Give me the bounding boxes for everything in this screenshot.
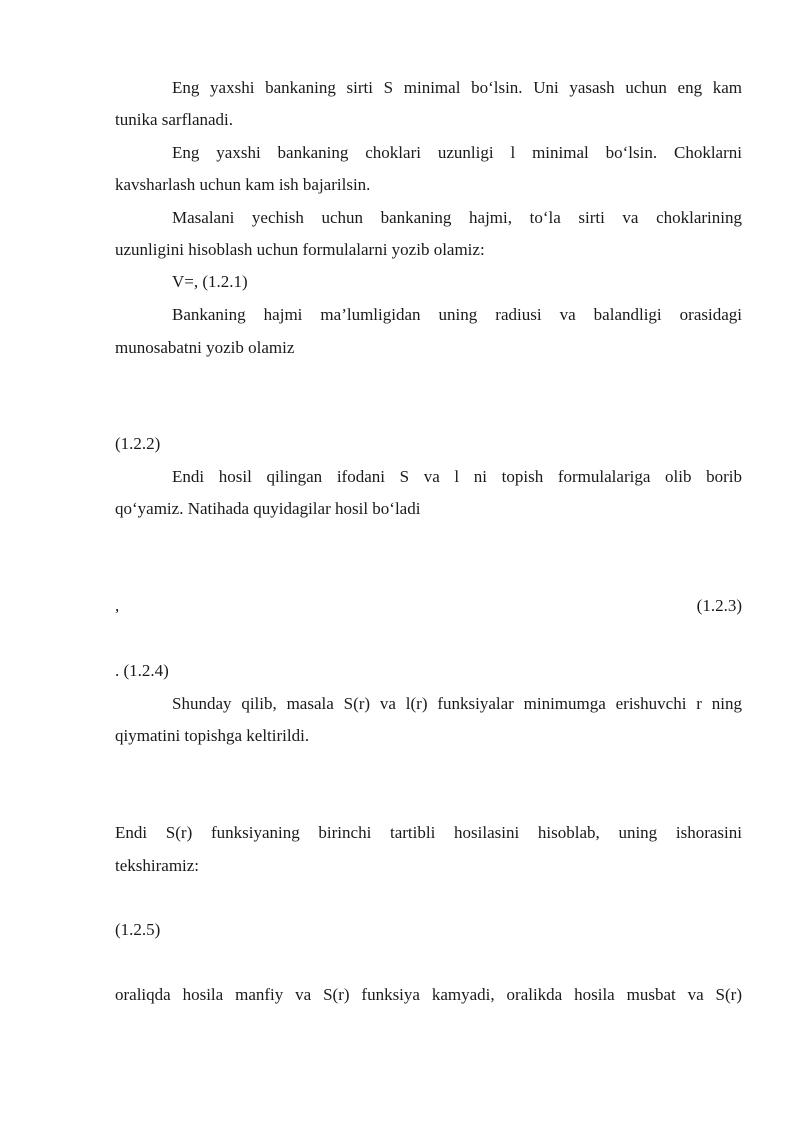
paragraph-line: qiymatini topishga keltirildi. [115, 726, 310, 745]
equation-number: (1.2.2) [115, 434, 161, 453]
paragraph-line: Bankaning hajmi ma’lumligidan uning radiusi va balandligi orasidagi [172, 305, 742, 324]
equation-separator: , [115, 596, 120, 615]
equation-number: (1.2.5) [115, 920, 161, 939]
equation-number: . (1.2.4) [115, 661, 169, 680]
paragraph-line: uzunligini hisoblash uchun formulalarni yozib olamiz: [115, 240, 485, 259]
paragraph-line: Eng yaxshi bankaning sirti S minimal bo‘lsin. Uni yasash uchun eng kam [172, 78, 742, 97]
paragraph-line: Shunday qilib, masala S(r) va l(r) funksiyalar minimumga erishuvchi r ning [172, 694, 742, 713]
formula-line: V=, (1.2.1) [172, 272, 248, 291]
equation-number: (1.2.3) [696, 596, 742, 615]
equation-row [115, 596, 742, 616]
paragraph-line: Endi S(r) funksiyaning birinchi tartibli hosilasini hisoblab, uning ishorasini [115, 823, 742, 842]
paragraph-line: Endi hosil qilingan ifodani S va l ni topish formulalariga olib borib [172, 467, 742, 486]
paragraph-line: tunika sarflanadi. [115, 110, 234, 129]
paragraph-line: kavsharlash uchun kam ish bajarilsin. [115, 175, 371, 194]
paragraph-line: munosabatni yozib olamiz [115, 338, 295, 357]
paragraph-line: oraliqda hosila manfiy va S(r) funksiya kamyadi, oralikda hosila musbat va S(r) [115, 985, 742, 1004]
paragraph-line: tekshiramiz: [115, 856, 200, 875]
paragraph-line: Masalani yechish uchun bankaning hajmi, to‘la sirti va choklarining [172, 208, 742, 227]
paragraph-line: Eng yaxshi bankaning choklari uzunligi l minimal bo‘lsin. Choklarni [172, 143, 742, 162]
paragraph-line: qo‘yamiz. Natihada quyidagilar hosil bo‘ladi [115, 499, 421, 518]
